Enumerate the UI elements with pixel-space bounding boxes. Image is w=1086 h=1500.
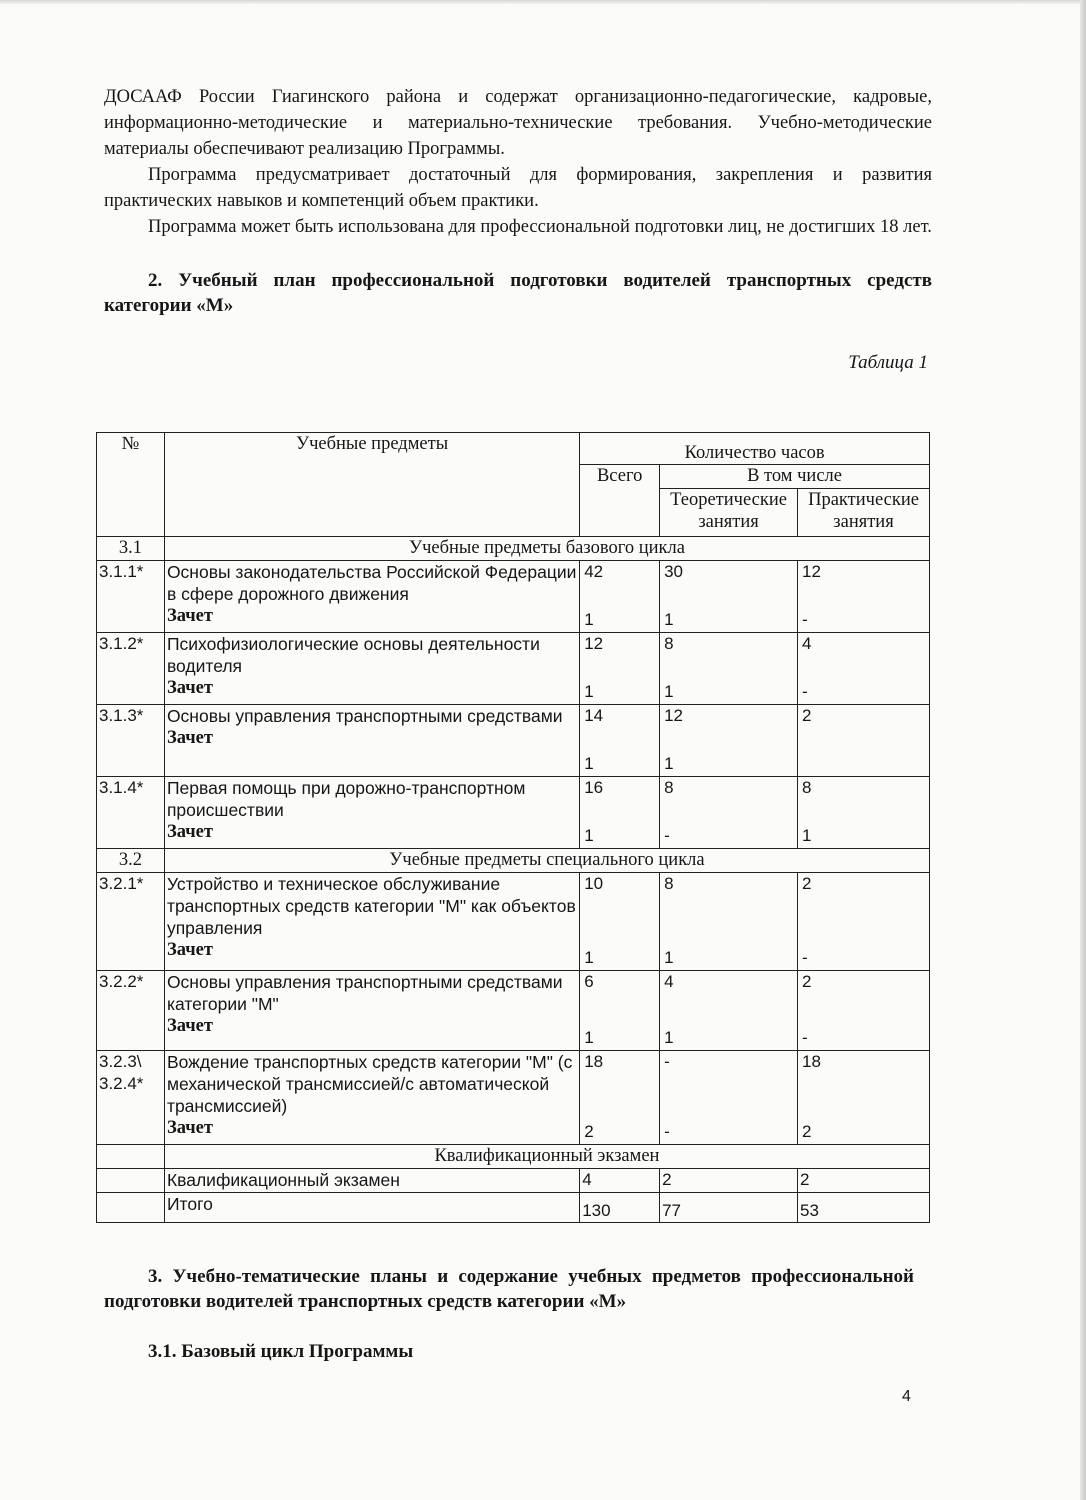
row-theory-zachet: 1 (664, 948, 674, 967)
cycle-title: Учебные предметы специального цикла (164, 849, 929, 873)
row-num: 3.1.3* (97, 705, 165, 777)
row-num: 3.1.1* (97, 561, 165, 633)
row-total (580, 777, 660, 849)
row-subject (164, 777, 579, 849)
row-theory-zachet: 1 (664, 610, 674, 629)
curriculum-table (96, 432, 930, 1223)
row-practice-hours: 12 (802, 562, 821, 581)
basic-rows (97, 561, 930, 849)
row-practice (798, 561, 930, 633)
row-practice-hours: 8 (802, 778, 812, 797)
row-total (580, 971, 660, 1051)
row-practice-hours: 18 (802, 1052, 821, 1071)
total-theory: 77 (660, 1193, 798, 1223)
row-subject (164, 705, 579, 777)
table-caption: Таблица 1 (848, 352, 928, 373)
row-theory-hours: 4 (664, 972, 674, 991)
header-total: Всего (580, 465, 660, 537)
row-theory-zachet: 1 (664, 1028, 674, 1047)
exam-practice: 2 (798, 1169, 930, 1193)
cycle-row-special (97, 849, 930, 873)
row-practice-zachet: - (802, 1028, 808, 1047)
row-subject (164, 1051, 579, 1145)
row-theory-hours: - (664, 1052, 670, 1071)
table-row (97, 873, 930, 971)
row-total-zachet: 1 (584, 754, 594, 773)
exam-total: 4 (580, 1169, 660, 1193)
header-practice: Практические занятия (798, 489, 930, 537)
row-subject (164, 873, 579, 971)
header-theory: Теоретические занятия (660, 489, 798, 537)
table-row (97, 561, 930, 633)
cycle-row-exam (97, 1145, 930, 1169)
row-total (580, 1051, 660, 1145)
row-theory-zachet: - (664, 826, 670, 845)
row-zachet-label: Зачет (166, 678, 213, 698)
row-zachet-label: Зачет (166, 940, 213, 960)
row-theory-hours: 30 (664, 562, 684, 581)
row-zachet-label: Зачет (166, 1016, 213, 1036)
cycle-num: 3.1 (97, 537, 165, 561)
row-practice-zachet: 2 (802, 1122, 812, 1141)
cycle-num: 3.2 (97, 849, 165, 873)
row-num: 3.2.1* (97, 873, 165, 971)
row-theory (660, 777, 798, 849)
row-subject-title: Основы законодательства Российской Федерации в сфере дорожного движения (166, 562, 577, 604)
row-theory-zachet: - (664, 1122, 670, 1141)
row-subject (164, 633, 579, 705)
row-practice (798, 705, 930, 777)
row-theory (660, 633, 798, 705)
section-3-heading: 3. Учебно-тематические планы и содержание учебных предметов профессиональной подготовки водителей транспортных средств категории «М» (104, 1266, 914, 1312)
row-total-zachet: 1 (584, 826, 594, 845)
row-subject-title: Основы управления транспортными средствами (166, 706, 563, 726)
row-theory-hours: 8 (664, 874, 674, 893)
row-zachet-label: Зачет (166, 822, 213, 842)
cycle-title: Квалификационный экзамен (164, 1145, 929, 1169)
table-row (97, 1051, 930, 1145)
row-total (580, 633, 660, 705)
section-2-heading: 2. Учебный план профессиональной подготовки водителей транспортных средств категории «М» (104, 270, 932, 316)
row-zachet-label: Зачет (166, 728, 213, 748)
row-practice (798, 633, 930, 705)
scan-right-edge (1080, 0, 1086, 1500)
total-total: 130 (580, 1193, 660, 1223)
row-theory-zachet: 1 (664, 682, 674, 701)
cycle-title: Учебные предметы базового цикла (164, 537, 929, 561)
row-subject (164, 971, 579, 1051)
header-including: В том числе (660, 465, 930, 489)
cycle-row-basic (97, 537, 930, 561)
exam-title: Квалификационный экзамен (164, 1169, 579, 1193)
row-total-zachet: 1 (584, 1028, 594, 1047)
row-theory-zachet: 1 (664, 754, 674, 773)
row-practice-zachet: 1 (802, 826, 812, 845)
row-theory (660, 705, 798, 777)
row-practice (798, 1051, 930, 1145)
section-3-1-heading: 3.1. Базовый цикл Программы (148, 1341, 414, 1362)
row-practice (798, 971, 930, 1051)
page-number: 4 (902, 1388, 911, 1405)
header-num: № (97, 433, 165, 537)
row-practice-zachet: - (802, 948, 808, 967)
row-subject-title: Устройство и техническое обслуживание транспортных средств категории "М" как объектов управления (166, 874, 576, 938)
row-practice-hours: 2 (802, 706, 812, 725)
exam-row (97, 1169, 930, 1193)
row-subject-title: Первая помощь при дорожно-транспортном происшествии (166, 778, 526, 820)
row-theory (660, 873, 798, 971)
row-total-hours: 12 (584, 634, 604, 653)
row-subject-title: Психофизиологические основы деятельности водителя (166, 634, 540, 676)
row-num: 3.2.3\ 3.2.4* (97, 1051, 165, 1145)
row-total-zachet: 2 (584, 1122, 594, 1141)
row-total (580, 561, 660, 633)
row-total (580, 705, 660, 777)
total-practice: 53 (798, 1193, 930, 1223)
intro-paragraph-2: Программа предусматривает достаточный для формирования, закрепления и развития практических навыков и компетенций объем практики. (104, 165, 932, 211)
row-subject-title: Основы управления транспортными средствами категории "М" (166, 972, 563, 1014)
row-theory (660, 561, 798, 633)
header-subjects: Учебные предметы (164, 433, 579, 537)
special-rows (97, 873, 930, 1145)
intro-paragraph-3: Программа может быть использована для профессиональной подготовки лиц, не достигших 18 лет. (148, 217, 932, 237)
row-num: 3.1.4* (97, 777, 165, 849)
row-num: 3.1.2* (97, 633, 165, 705)
exam-theory: 2 (660, 1169, 798, 1193)
row-total-hours: 42 (584, 562, 604, 581)
row-practice (798, 777, 930, 849)
row-num: 3.2.2* (97, 971, 165, 1051)
row-subject (164, 561, 579, 633)
header-hours: Количество часов (580, 433, 930, 465)
row-subject-title: Вождение транспортных средств категории "М" (с механической трансмиссией/с автоматической трансмиссией) (166, 1052, 573, 1116)
row-practice (798, 873, 930, 971)
row-total-hours: 16 (584, 778, 604, 797)
row-theory-hours: 8 (664, 778, 674, 797)
row-total-hours: 10 (584, 874, 604, 893)
row-practice-zachet: - (802, 610, 808, 629)
row-total-zachet: 1 (584, 948, 594, 967)
row-practice-zachet: - (802, 682, 808, 701)
row-total-hours: 14 (584, 706, 604, 725)
row-zachet-label: Зачет (166, 1118, 213, 1138)
scan-top-edge (0, 0, 1086, 4)
row-theory-hours: 12 (664, 706, 684, 725)
row-practice-hours: 2 (802, 972, 812, 991)
table-row (97, 705, 930, 777)
total-title: Итого (164, 1193, 579, 1223)
table-row (97, 633, 930, 705)
row-theory (660, 1051, 798, 1145)
row-theory-hours: 8 (664, 634, 674, 653)
row-total-zachet: 1 (584, 682, 594, 701)
intro-paragraph-1: ДОСААФ России Гиагинского района и содержат организационно-педагогические, кадровые, информационно-методические и материально-технические требования. Учебно-методические материалы обеспечивают реализацию Программы. (104, 87, 932, 159)
table-row (97, 971, 930, 1051)
row-total-hours: 6 (584, 972, 594, 991)
row-total-hours: 18 (584, 1052, 604, 1071)
row-zachet-label: Зачет (166, 606, 213, 626)
table-row (97, 777, 930, 849)
total-row (97, 1193, 930, 1223)
page-body (104, 84, 932, 376)
row-practice-hours: 4 (802, 634, 812, 653)
row-theory (660, 971, 798, 1051)
row-total-zachet: 1 (584, 610, 594, 629)
row-practice-hours: 2 (802, 874, 812, 893)
row-total (580, 873, 660, 971)
